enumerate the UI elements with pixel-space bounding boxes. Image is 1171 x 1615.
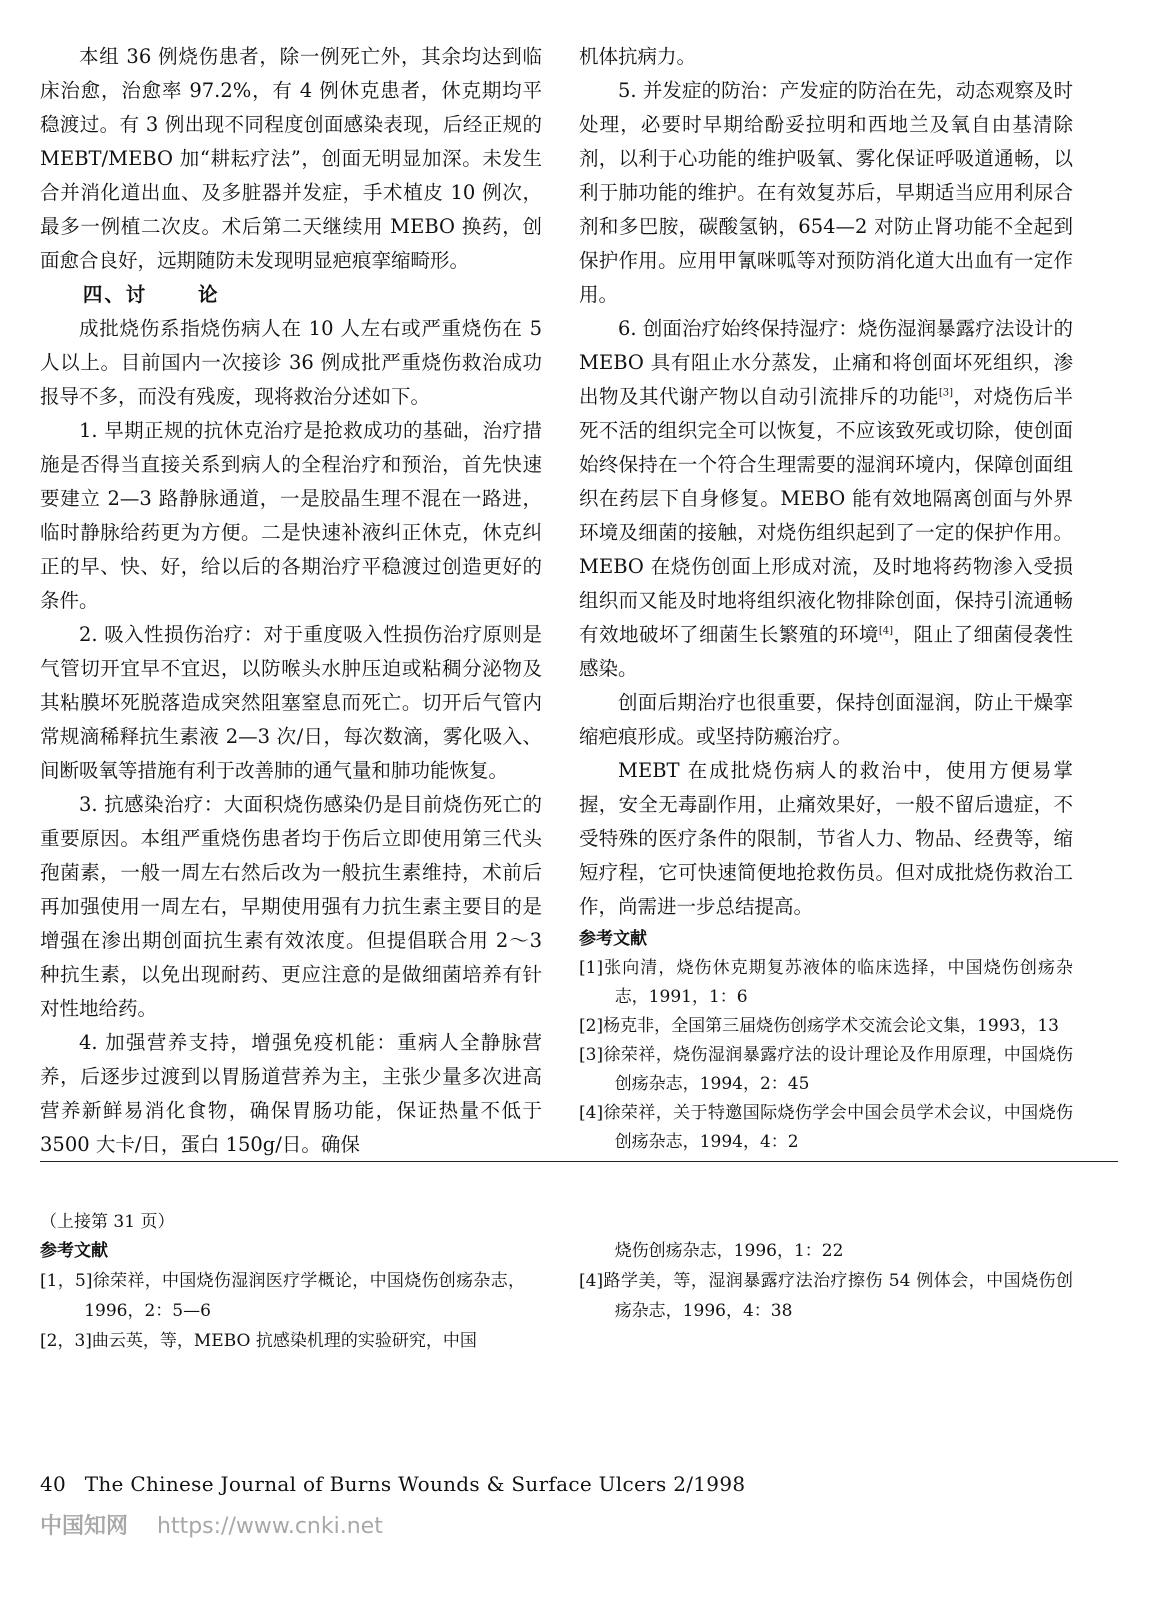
reference-item: [1，5]徐荣祥，中国烧伤湿润医疗学概论，中国烧伤创疡杂志，1996，2：5—6 [40,1271,525,1321]
heading-part-b: 论 [197,283,220,306]
conclusion-paragraph: MEBT 在成批烧伤病人的救治中，使用方便易掌握，安全无毒副作用，止痛效果好，一般不留后遗症，不受特殊的医疗条件的限制，节省人力、物品、经费等，缩短疗程，它可快速简便地抢救伤员。但对成批烧伤救治工作，尚需进一步总结提高。 [579,759,1073,918]
page-number: 40 [40,1472,67,1496]
journal-name: The Chinese Journal of Burns Wounds & Surface Ulcers 2/1998 [84,1472,746,1496]
reference-continuation: 烧伤创疡杂志，1996，1：22 [614,1241,844,1261]
section-heading-discussion [40,278,542,312]
reference-item: [3]徐荣祥，烧伤湿润暴露疗法的设计理论及作用原理，中国烧伤创疡杂志，1994，2：45 [579,1045,1073,1094]
bottom-left-column [40,1236,525,1356]
reference-item: [2]杨克非，全国第三届烧伤创疡学术交流会论文集，1993，13 [579,1016,1059,1036]
cnki-watermark [40,1512,383,1542]
references-title: 参考文献 [579,929,647,949]
discussion-intro-paragraph: 成批烧伤系指烧伤病人在 10 人左右或严重烧伤在 5 人以上。目前国内一次接诊 36 例成批严重烧伤救治成功报导不多，而没有残废，现将救治分述如下。 [40,317,542,408]
heading-part-a: 四、讨 [82,283,148,306]
reference-item: [2，3]曲云英，等，MEBO 抗感染机理的实验研究，中国 [40,1331,477,1351]
right-column [579,40,1073,1157]
cnki-brand: 中国知网 [40,1514,129,1539]
section-divider [40,1161,1118,1162]
reference-item: [4]徐荣祥，关于特邀国际烧伤学会中国会员学术会议，中国烧伤创疡杂志，1994，4：2 [579,1103,1073,1152]
cnki-url[interactable]: https://www.cnki.net [157,1514,383,1539]
point-6-text-b: ，对烧伤后半死不活的组织完全可以恢复，不应该致死或切除，使创面始终保持在一个符合生理需要的湿润环境内，保障创面组织在药层下自身修复。MEBO 能有效地隔离创面与外界环境及细菌的接触，对烧伤组织起到了一定的保护作用。MEBO 在烧伤创面上形成对流，及时地将药物渗入受损组织而又能及时地将组织液化物排除创面，保持引流通畅有效地破坏了细菌生长繁殖的环境 [579,385,1073,646]
reference-item: [4]路学美，等，湿润暴露疗法治疗擦伤 54 例体会，中国烧伤创疡杂志，1996，4：38 [579,1271,1073,1321]
reference-item: [1]张向清，烧伤休克期复苏液体的临床选择，中国烧伤创疡杂志，1991，1：6 [579,958,1073,1007]
point-6-text-a: 6. 创面治疗始终保持湿疗：烧伤湿润暴露疗法设计的 MEBO 具有阻止水分蒸发，止痛和将创面坏死组织，渗出物及其代谢产物以自动引流排斥的功能 [579,317,1073,408]
page-footer [40,1470,745,1498]
point-4-paragraph: 4. 加强营养支持，增强免疫机能：重病人全静脉营养，后逐步过渡到以胃肠道营养为主，主张少量多次进高营养新鲜易消化食物，确保胃肠功能，保证热量不低于 3500 大卡/日，蛋白 150g/日。确保 [40,1031,542,1156]
bottom-references-title: 参考文献 [40,1241,108,1261]
continuation-paragraph: 机体抗病力。 [579,45,697,68]
left-column [40,40,542,1162]
point-5-paragraph: 5. 并发症的防治：产发症的防治在先，动态观察及时处理，必要时早期给酚妥拉明和西地兰及氧自由基清除剂，以利于心功能的维护吸氧、雾化保证呼吸道通畅，以利于肺功能的维护。在有效复苏后，早期适当应用利尿合剂和多巴胺，碳酸氢钠，654—2 对防止肾功能不全起到保护作用。应用甲氰咪呱等对预防消化道大出血有一定作用。 [579,79,1073,306]
point-6-paragraph [579,312,1073,686]
citation-3: [3] [938,387,954,399]
point-2-paragraph: 2. 吸入性损伤治疗：对于重度吸入性损伤治疗原则是气管切开宜早不宜迟，以防喉头水肿压迫或粘稠分泌物及其粘膜坏死脱落造成突然阻塞窒息而死亡。切开后气管内常规滴稀释抗生素液 2—3 次/日，每次数滴，雾化吸入、间断吸氧等措施有利于改善肺的通气量和肺功能恢复。 [40,623,542,782]
results-paragraph: 本组 36 例烧伤患者，除一例死亡外，其余均达到临床治愈，治愈率 97.2%，有 4 例休克患者，休克期均平稳渡过。有 3 例出现不同程度创面感染表现，后经正规的 MEBT/MEBO 加“耕耘疗法”，创面无明显加深。未发生合并消化道出血、及多脏器并发症，手术植皮 10 例次，最多一例植二次皮。术后第二天继续用 MEBO 换药，创面愈合良好，远期随防未发现明显疤痕挛缩畸形。 [40,45,542,272]
point-3-paragraph: 3. 抗感染治疗：大面积烧伤感染仍是目前烧伤死亡的重要原因。本组严重烧伤患者均于伤后立即使用第三代头孢菌素，一般一周左右然后改为一般抗生素维持，术前后再加强使用一周左右，早期使用强有力抗生素主要目的是增强在渗出期创面抗生素有效浓度。但提倡联合用 2～3 种抗生素，以免出现耐药、更应注意的是做细菌培养有针对性地给药。 [40,793,542,1020]
bottom-right-column [579,1236,1073,1326]
point-1-paragraph: 1. 早期正规的抗休克治疗是抢救成功的基础，治疗措施是否得当直接关系到病人的全程治疗和预治，首先快速要建立 2—3 路静脉通道，一是胶晶生理不混在一路进，临时静脉给药更为方便。二是快速补液纠正休克，休克纠正的早、快、好，给以后的各期治疗平稳渡过创造更好的条件。 [40,419,542,612]
later-treatment-paragraph: 创面后期治疗也很重要，保持创面湿润，防止干燥挛缩疤痕形成。或坚持防瘢治疗。 [579,691,1073,748]
citation-4: [4] [878,625,894,637]
point-6-text-c: ，阻止了细菌侵袭性感染。 [579,623,1073,680]
continued-from-note: （上接第 31 页） [40,1212,175,1232]
